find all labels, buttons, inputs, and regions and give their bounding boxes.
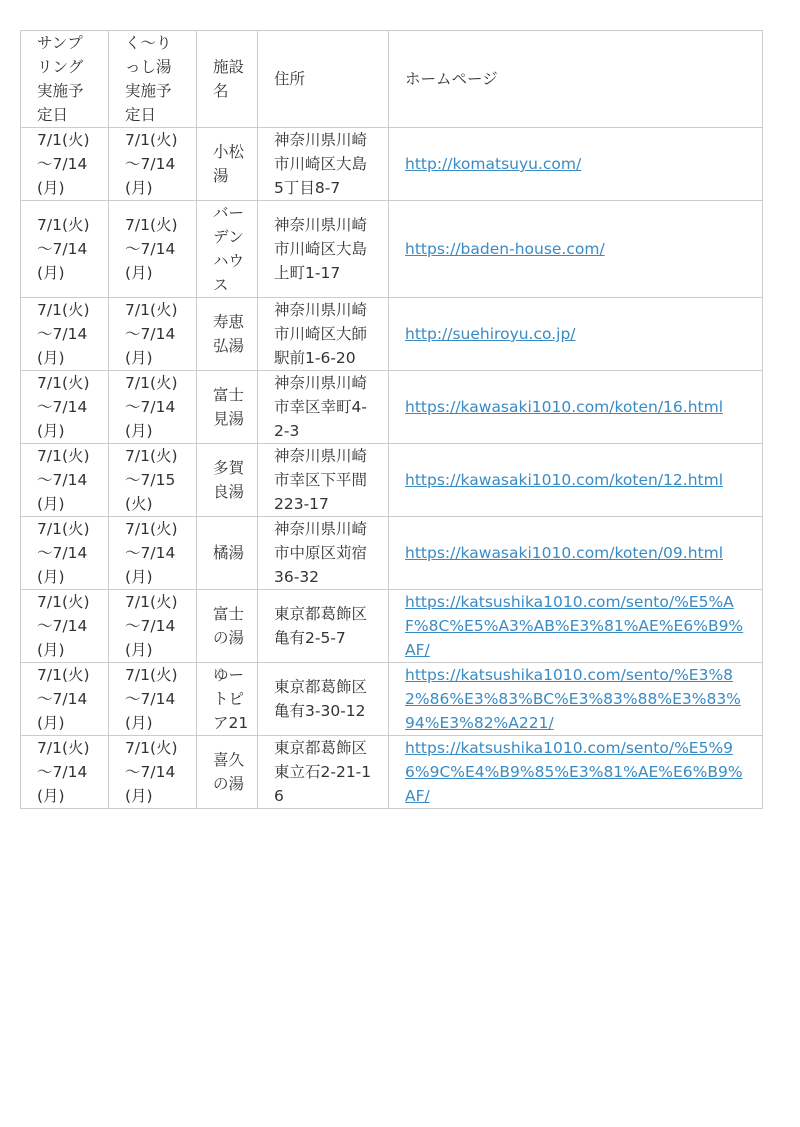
facility-name-cell: 橘湯 [197,517,258,590]
homepage-cell [389,590,763,663]
kurisshi-date-cell: 7/1(火)～7/14(月) [109,201,197,298]
sampling-date-cell: 7/1(火)～7/14(月) [21,590,109,663]
homepage-link[interactable]: https://kawasaki1010.com/koten/16.html [405,398,724,416]
homepage-cell [389,736,763,809]
facility-name-cell: ゆートピア21 [197,663,258,736]
sento-schedule-table [20,30,763,809]
header-address: 住所 [258,31,389,128]
table-row [21,128,763,201]
address-cell: 東京都葛飾区亀有2-5-7 [258,590,389,663]
facility-name-cell: 多賀良湯 [197,444,258,517]
address-cell: 神奈川県川崎市川崎区大師駅前1-6-20 [258,298,389,371]
facility-name-cell: バーデンハウス [197,201,258,298]
homepage-cell [389,517,763,590]
facility-name-cell: 寿恵弘湯 [197,298,258,371]
kurisshi-date-cell: 7/1(火)～7/14(月) [109,128,197,201]
header-facility-name: 施設名 [197,31,258,128]
header-kurisshi-date: く～りっし湯実施予定日 [109,31,197,128]
sampling-date-cell: 7/1(火)～7/14(月) [21,444,109,517]
table-row [21,590,763,663]
sampling-date-cell: 7/1(火)～7/14(月) [21,298,109,371]
address-cell: 東京都葛飾区東立石2-21-16 [258,736,389,809]
address-cell: 神奈川県川崎市川崎区大島上町1-17 [258,201,389,298]
address-cell: 神奈川県川崎市中原区苅宿36-32 [258,517,389,590]
sampling-date-cell: 7/1(火)～7/14(月) [21,663,109,736]
sampling-date-cell: 7/1(火)～7/14(月) [21,736,109,809]
facility-name-cell: 富士の湯 [197,590,258,663]
address-cell: 神奈川県川崎市幸区幸町4-2-3 [258,371,389,444]
homepage-cell [389,663,763,736]
homepage-link[interactable]: http://suehiroyu.co.jp/ [405,325,576,343]
facility-name-cell: 富士見湯 [197,371,258,444]
sampling-date-cell: 7/1(火)～7/14(月) [21,128,109,201]
homepage-link[interactable]: https://kawasaki1010.com/koten/12.html [405,471,724,489]
kurisshi-date-cell: 7/1(火)～7/14(月) [109,590,197,663]
homepage-cell [389,201,763,298]
table-row [21,201,763,298]
kurisshi-date-cell: 7/1(火)～7/14(月) [109,371,197,444]
kurisshi-date-cell: 7/1(火)～7/15(火) [109,444,197,517]
homepage-link[interactable]: http://komatsuyu.com/ [405,155,582,173]
kurisshi-date-cell: 7/1(火)～7/14(月) [109,298,197,371]
table-row [21,663,763,736]
sampling-date-cell: 7/1(火)～7/14(月) [21,517,109,590]
address-cell: 神奈川県川崎市幸区下平間223-17 [258,444,389,517]
facility-name-cell: 喜久の湯 [197,736,258,809]
table-header-row [21,31,763,128]
homepage-link[interactable]: https://katsushika1010.com/sento/%E5%AF%8C%E5%A3%AB%E3%81%AE%E6%B9%AF/ [405,593,744,659]
homepage-link[interactable]: https://katsushika1010.com/sento/%E3%82%86%E3%83%BC%E3%83%88%E3%83%94%E3%82%A221/ [405,666,741,732]
homepage-cell [389,128,763,201]
facility-name-cell: 小松湯 [197,128,258,201]
sampling-date-cell: 7/1(火)～7/14(月) [21,371,109,444]
homepage-cell [389,298,763,371]
kurisshi-date-cell: 7/1(火)～7/14(月) [109,663,197,736]
table-row [21,298,763,371]
kurisshi-date-cell: 7/1(火)～7/14(月) [109,517,197,590]
homepage-cell [389,371,763,444]
table-row [21,444,763,517]
homepage-link[interactable]: https://baden-house.com/ [405,240,605,258]
homepage-link[interactable]: https://katsushika1010.com/sento/%E5%96%9C%E4%B9%85%E3%81%AE%E6%B9%AF/ [405,739,743,805]
table-row [21,371,763,444]
homepage-link[interactable]: https://kawasaki1010.com/koten/09.html [405,544,724,562]
header-homepage: ホームページ [389,31,763,128]
address-cell: 神奈川県川崎市川崎区大島5丁目8-7 [258,128,389,201]
kurisshi-date-cell: 7/1(火)～7/14(月) [109,736,197,809]
homepage-cell [389,444,763,517]
address-cell: 東京都葛飾区亀有3-30-12 [258,663,389,736]
table-row [21,517,763,590]
table-row [21,736,763,809]
sampling-date-cell: 7/1(火)～7/14(月) [21,201,109,298]
header-sampling-date: サンプリング実施予定日 [21,31,109,128]
